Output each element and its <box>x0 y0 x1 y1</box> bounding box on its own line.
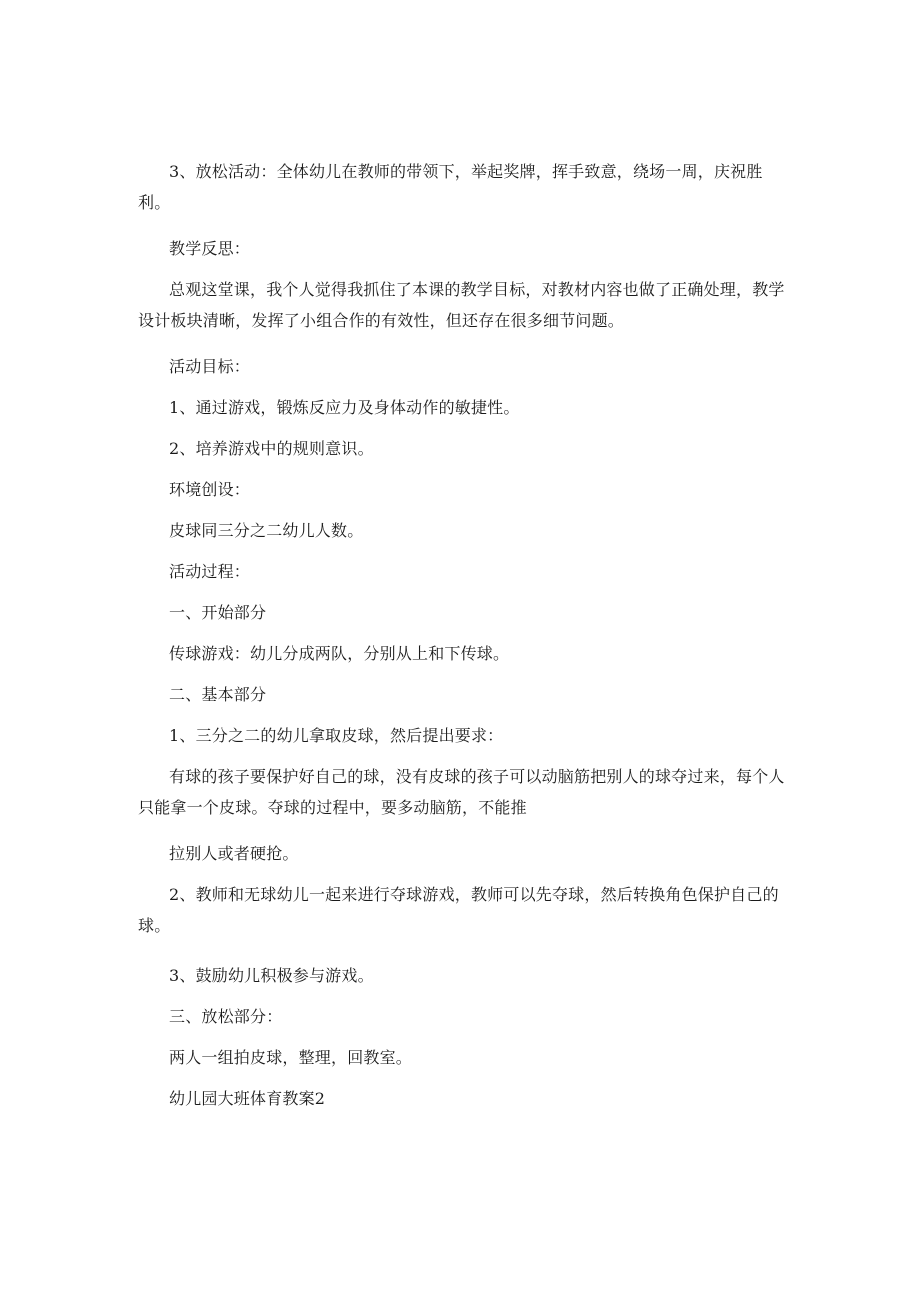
heading-part-one: 一、开始部分 <box>169 603 267 622</box>
list-item-step-3: 3、鼓励幼儿积极参与游戏。 <box>169 966 374 985</box>
list-item-step-2: 2、教师和无球幼儿一起来进行夺球游戏，教师可以先夺球，然后转换角色保护自己的球。 <box>138 885 779 935</box>
paragraph-environment: 皮球同三分之二幼儿人数。 <box>169 521 364 540</box>
paragraph-rules: 有球的孩子要保护好自己的球，没有皮球的孩子可以动脑筋把别人的球夺过来，每个人只能拿一个皮球。夺球的过程中，要多动脑筋，不能推 <box>138 767 785 817</box>
paragraph-relax-activity: 3、放松活动：全体幼儿在教师的带领下，举起奖牌，挥手致意，绕场一周，庆祝胜利。 <box>138 162 763 212</box>
list-item-step-1: 1、三分之二的幼儿拿取皮球，然后提出要求： <box>169 726 504 745</box>
heading-teaching-reflection: 教学反思： <box>169 239 251 258</box>
heading-part-two: 二、基本部分 <box>169 685 267 704</box>
paragraph-pass-ball-game: 传球游戏：幼儿分成两队，分别从上和下传球。 <box>169 644 510 663</box>
heading-activity-process: 活动过程： <box>169 562 251 581</box>
heading-part-three: 三、放松部分： <box>169 1007 283 1026</box>
paragraph-rules-continued: 拉别人或者硬抢。 <box>169 844 299 863</box>
heading-next-lesson: 幼儿园大班体育教案2 <box>169 1089 326 1108</box>
paragraph-reflection: 总观这堂课，我个人觉得我抓住了本课的教学目标，对教材内容也做了正确处理，教学设计板块清晰，发挥了小组合作的有效性，但还存在很多细节问题。 <box>138 280 785 330</box>
heading-environment: 环境创设： <box>169 480 251 499</box>
paragraph-relax-part: 两人一组拍皮球，整理，回教室。 <box>169 1048 413 1067</box>
list-item-goal-1: 1、通过游戏，锻炼反应力及身体动作的敏捷性。 <box>169 398 520 417</box>
list-item-goal-2: 2、培养游戏中的规则意识。 <box>169 439 374 458</box>
heading-activity-goals: 活动目标： <box>169 357 251 376</box>
